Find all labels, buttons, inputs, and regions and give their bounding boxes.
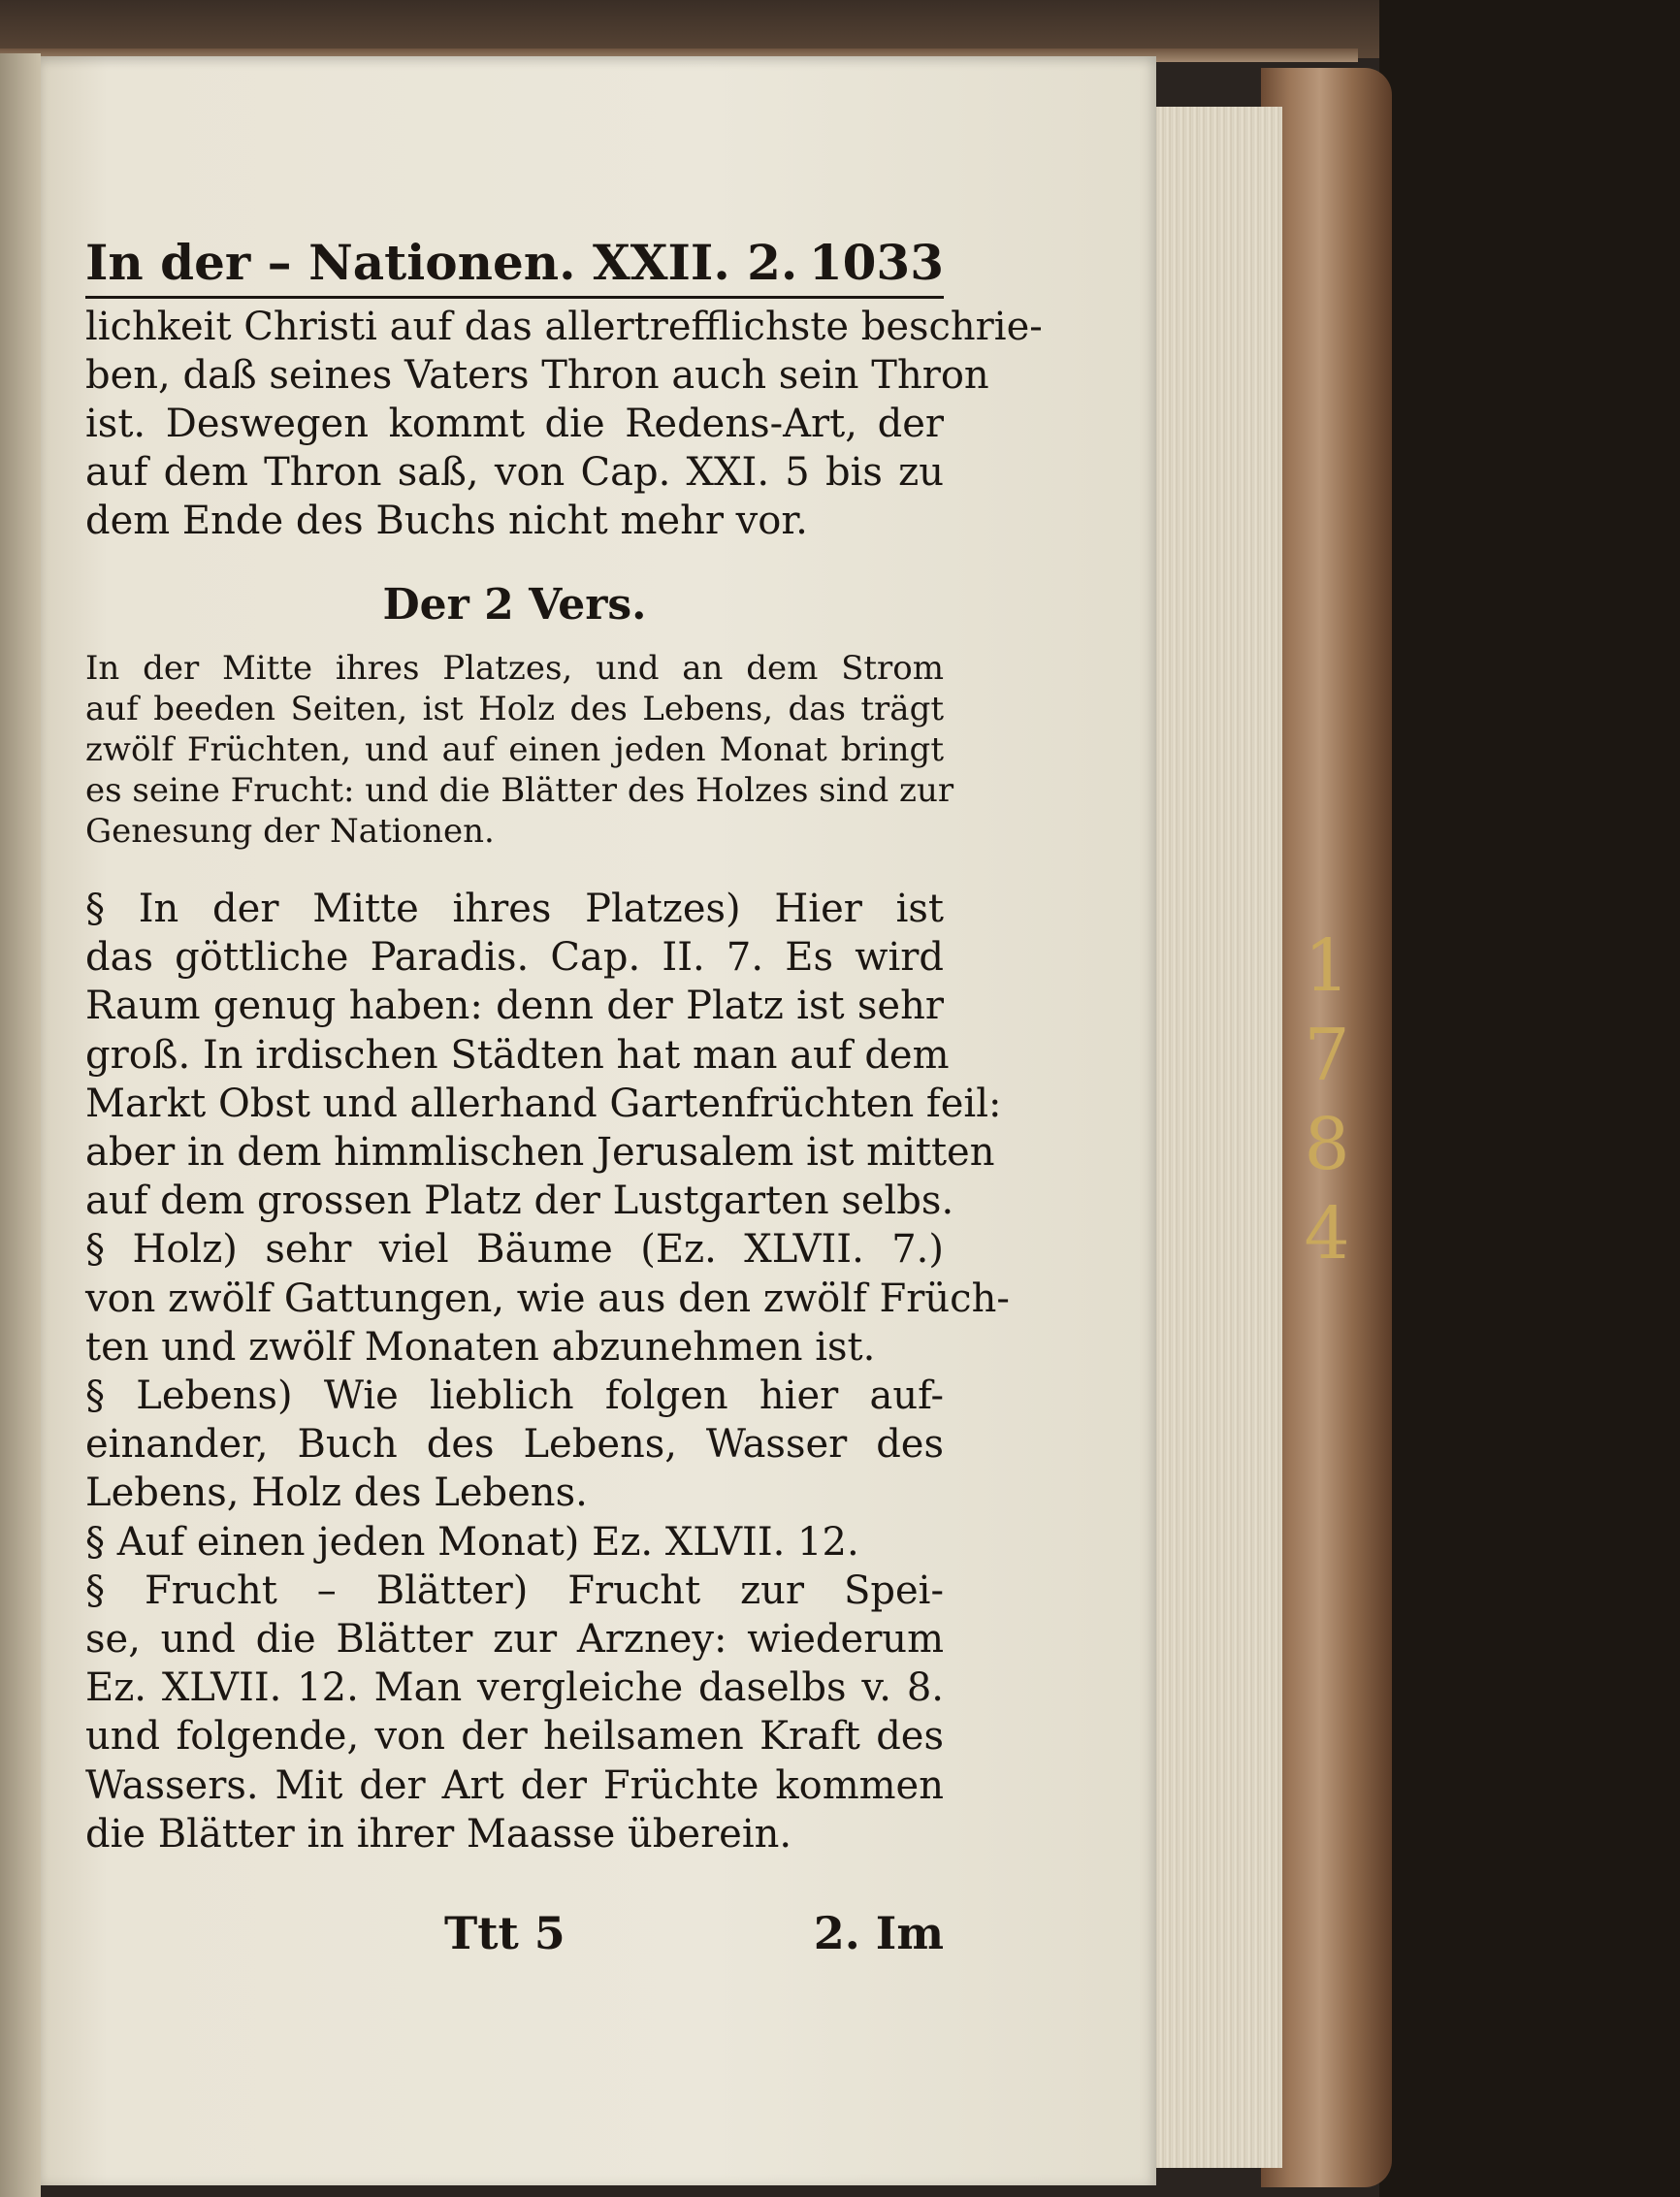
text-line: und folgende, von der heilsamen Kraft des: [85, 1714, 944, 1760]
background-right: [1379, 0, 1680, 2197]
text-line: § Lebens) Wie lieblich folgen hier auf-: [85, 1373, 944, 1419]
header-rule: [85, 296, 944, 299]
verse-line: Genesung der Nationen.: [85, 812, 495, 851]
verse-line: zwölf Früchten, und auf einen jeden Monat bringt: [85, 730, 944, 769]
verse-line: auf beeden Seiten, ist Holz des Lebens, das trägt: [85, 690, 944, 728]
text-line: auf dem grossen Platz der Lustgarten selbs.: [85, 1179, 954, 1224]
signature-mark: Ttt 5: [444, 1907, 565, 1959]
page-footer: [85, 1907, 944, 1959]
running-head: [85, 231, 944, 291]
spine-digit: 8: [1304, 1103, 1350, 1186]
commentary: [85, 885, 1010, 1858]
text-line: das göttliche Paradis. Cap. II. 7. Es wird: [85, 935, 944, 981]
text-line: ben, daß seines Vaters Thron auch sein Thron: [85, 353, 989, 398]
catchword: 2. Im: [813, 1907, 944, 1959]
text-line: § Holz) sehr viel Bäume (Ez. XLVII. 7.): [85, 1227, 944, 1273]
verse-line: es seine Frucht: und die Blätter des Holzes sind zur: [85, 771, 954, 810]
spine-year: [1278, 921, 1375, 1278]
text-line: Lebens, Holz des Lebens.: [85, 1470, 588, 1516]
page-edges: [1149, 107, 1282, 2168]
spine-digit: 4: [1304, 1192, 1350, 1276]
spine-digit: 7: [1304, 1014, 1350, 1097]
text-line: ist. Deswegen kommt die Redens-Art, der: [85, 402, 944, 446]
paragraph-continuation: [85, 303, 1043, 545]
text-line: Ez. XLVII. 12. Man vergleiche daselbs v. 8.: [85, 1665, 944, 1711]
text-line: Wassers. Mit der Art der Früchte kommen: [85, 1762, 944, 1808]
verse-text: [85, 648, 954, 852]
text-line: von zwölf Gattungen, wie aus den zwölf Früch-: [85, 1276, 1010, 1321]
text-line: Markt Obst und allerhand Gartenfrüchten feil:: [85, 1081, 1002, 1126]
text-line: die Blätter in ihrer Maasse überein.: [85, 1811, 792, 1857]
facing-page-edge: [0, 53, 41, 2197]
text-line: § Frucht – Blätter) Frucht zur Spei-: [85, 1567, 944, 1613]
text-line: aber in dem himmlischen Jerusalem ist mitten: [85, 1130, 995, 1176]
spine-digit: 1: [1304, 924, 1350, 1008]
text-line: se, und die Blätter zur Arzney: wiederum: [85, 1617, 944, 1663]
text-line: Raum genug haben: denn der Platz ist sehr: [85, 984, 944, 1029]
text-line: dem Ende des Buchs nicht mehr vor.: [85, 499, 808, 543]
text-line: lichkeit Christi auf das allertrefflichste beschrie-: [85, 305, 1043, 349]
text-line: einander, Buch des Lebens, Wasser des: [85, 1422, 944, 1468]
page-number: 1033: [808, 234, 944, 291]
text-line: groß. In irdischen Städten hat man auf dem: [85, 1032, 950, 1078]
text-line: § In der Mitte ihres Platzes) Hier ist: [85, 887, 944, 931]
text-line: ten und zwölf Monaten abzunehmen ist.: [85, 1324, 876, 1370]
running-title: In der – Nationen. XXII. 2.: [85, 234, 798, 291]
text-line: § Auf einen jeden Monat) Ez. XLVII. 12.: [85, 1519, 859, 1565]
verse-line: In der Mitte ihres Platzes, und an dem Strom: [85, 649, 944, 688]
verse-heading: Der 2 Vers.: [382, 580, 647, 630]
text-line: auf dem Thron saß, von Cap. XXI. 5 bis zu: [85, 450, 944, 495]
